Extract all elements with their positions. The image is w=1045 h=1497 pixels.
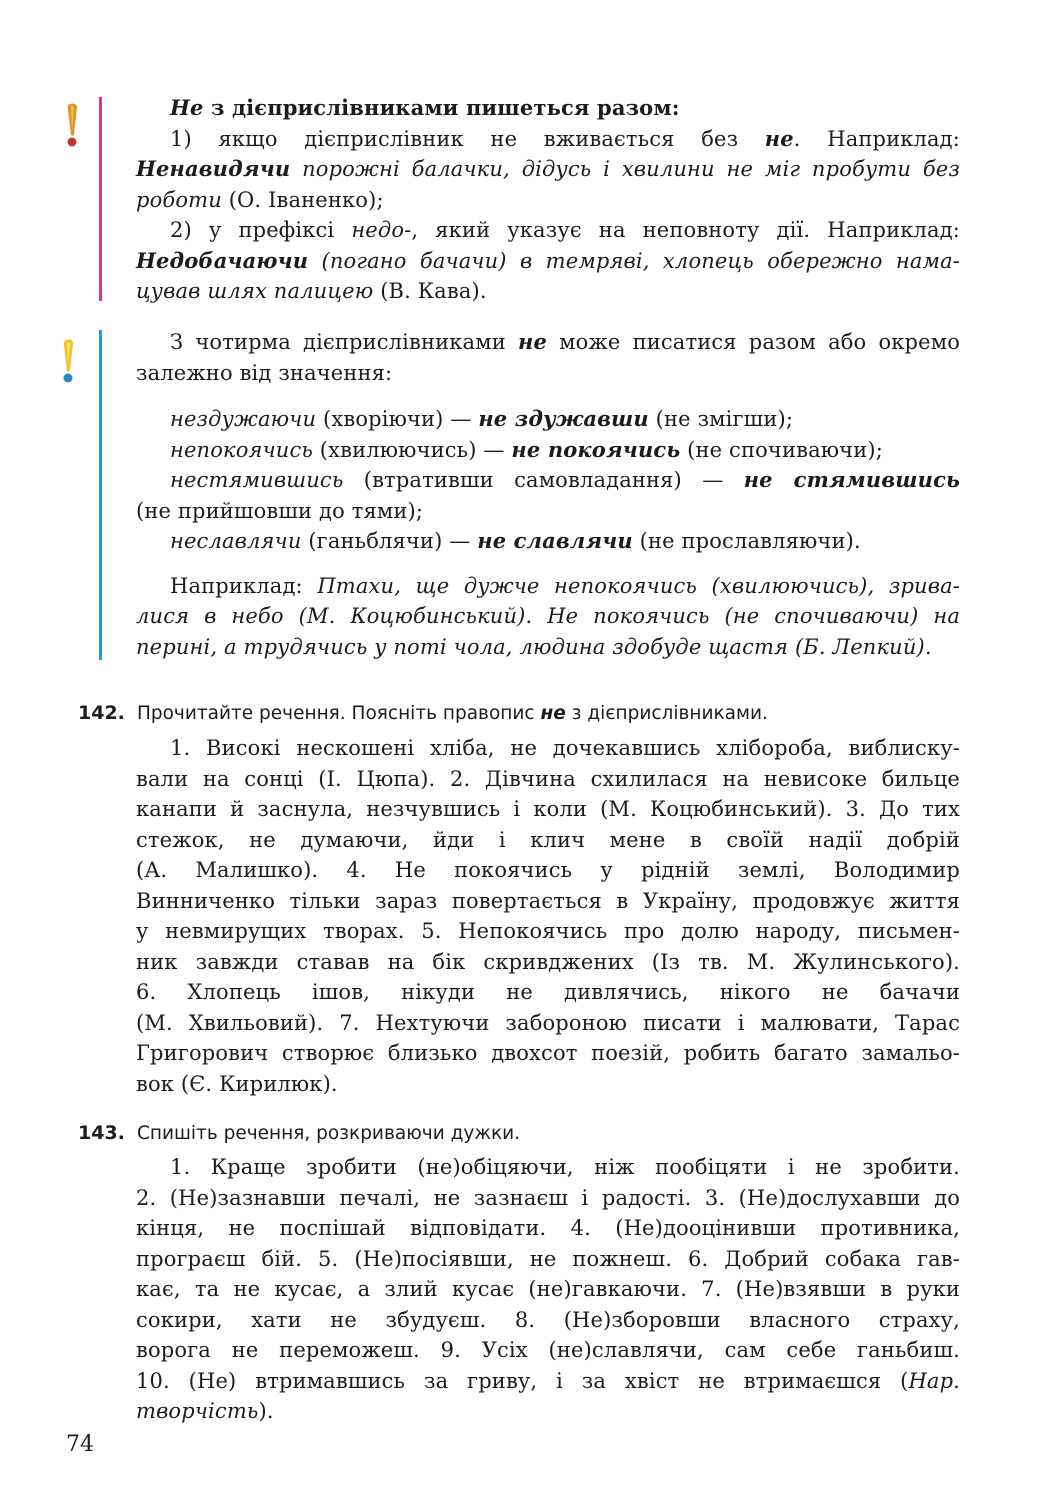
text-line: 10. (Не) втримавшись за гриву, і за хвіст не втримаєшся (Нар.: [136, 1368, 961, 1393]
exercise-task: Спишіть речення, розкриваючи дужки.: [136, 1123, 521, 1144]
exclamation-icon: [62, 102, 84, 150]
rule2-intro: З чотирма дієприслівниками не може писатися разом або окремо: [170, 329, 960, 354]
text-line: вок (Є. Кирилюк).: [136, 1071, 338, 1096]
rule2-pair: непокоячись (хвилюючись) — не покоячись (не спочиваючи);: [170, 436, 883, 462]
rule1-title: [136, 93, 960, 124]
text-line: канапи й заснула, незчувшись і коли (М. Коцюбинський). 3. До тих: [136, 797, 960, 821]
text-line: (М. Хвильовий). 7. Нехтуючи забороною писати і малювати, Тарас: [136, 1010, 960, 1035]
text-line: 2. (Не)зазнавши печалі, не зазнаєш і радості. 3. (Не)дослухавши до: [136, 1185, 960, 1210]
rule1-point2-example: Недобачаючи (погано бачачи) в темряві, хлопець обережно нама-: [136, 247, 960, 273]
rule2-bar: [99, 330, 102, 660]
exercise-number: 143.: [78, 1122, 125, 1144]
rule2-pair: нестямившись (втративши самовладання) — не стямившись: [170, 467, 961, 492]
exercise-task: Прочитайте речення. Поясніть правопис не з дієприслівниками.: [136, 703, 768, 724]
text-line: (А. Малишко). 4. Не покоячись у рідній землі, Володимир: [136, 858, 960, 882]
rule1-point1-example: Ненавидячи порожні балачки, дідусь і хвилини не міг пробути без: [136, 156, 960, 181]
text-line: 1. Високі нескошені хліба, не дочекавшись хлібороба, виблиску-: [170, 736, 960, 760]
text-line: сокири, хати не збудуєш. 8. (Не)зборовши власного страху,: [136, 1307, 960, 1332]
exercise-143-header: [78, 1120, 520, 1147]
text-line: у невмирущих творах. 5. Непокоячись про долю народу, письмен-: [136, 919, 960, 943]
text-line: 1. Краще зробити (не)обіцяючи, ніж пообіцяти і не зробити.: [170, 1155, 960, 1179]
page-number: 74: [66, 1432, 94, 1457]
exercise-142-header: [78, 700, 768, 727]
rule2-box: [136, 327, 960, 662]
rule1-point2: 2) у префіксі недо-, який указує на неповноту дії. Наприклад:: [170, 218, 960, 242]
rule1-title-ne: Не: [170, 95, 204, 120]
rule2-example: Наприклад: Птахи, ще дужче непокоячись (хвилюючись), зрива-: [170, 573, 960, 598]
text-line: вали на сонці (І. Цюпа). 2. Дівчина схилилася на невисоке бильце: [136, 766, 960, 791]
rule1-point2-example-end: цував шлях палицею (В. Кава).: [136, 279, 487, 303]
text-line: 6. Хлопець ішов, нікуди не дивлячись, нікого не бачачи: [136, 980, 960, 1004]
rule1-box: [136, 93, 960, 307]
exercise-143-text: [136, 1152, 960, 1427]
rule2-example: перині, а трудячись у поті чола, людина здобуде щастя (Б. Лепкий).: [136, 634, 932, 659]
rule2-example: лися в небо (М. Коцюбинський). Не покоячись (не спочиваючи) на: [136, 604, 961, 628]
exercise-number: 142.: [78, 702, 125, 724]
rule2-pair: неславлячи (ганьблячи) — не славлячи (не прославляючи).: [170, 528, 861, 553]
rule1-point1: 1) якщо дієприслівник не вживається без не. Наприклад:: [170, 125, 960, 151]
rule1-point1-example-end: роботи (О. Іваненко);: [136, 187, 384, 212]
exercise-142-text: [136, 733, 960, 1099]
text-line: творчість).: [136, 1399, 274, 1423]
text-line: програєш бій. 5. (Не)посіявши, не пожнеш. 6. Добрий собака гав-: [136, 1246, 960, 1271]
rule1-title-rest: з дієприслівниками пишеться разом:: [203, 95, 680, 120]
exclamation-icon: [58, 338, 80, 386]
rule2-pair: нездужаючи (хворіючи) — не здужавши (не змігши);: [170, 406, 794, 431]
rule2-intro-end: залежно від значення:: [136, 360, 393, 385]
text-line: кає, та не кусає, а злий кусає (не)гавкаючи. 7. (Не)взявши в руки: [136, 1277, 960, 1301]
text-line: ник завжди ставав на бік скривджених (Із тв. М. Жулинського).: [136, 949, 960, 974]
text-line: Винниченко тільки зараз повертається в Україну, продовжує життя: [136, 888, 960, 913]
text-line: Григорович створює близько двохсот поезій, робить багато замальо-: [136, 1041, 960, 1065]
text-line: кінця, не поспішай відповідати. 4. (Не)дооцінивши противника,: [136, 1216, 960, 1240]
text-line: ворога не переможеш. 9. Усіх (не)славлячи, сам себе ганьбиш.: [136, 1338, 960, 1362]
text-line: стежок, не думаючи, йди і клич мене в своїй надії добрій: [136, 827, 960, 852]
rule2-pair-cont: (не прийшовши до тями);: [136, 498, 424, 523]
rule1-bar: [99, 97, 102, 301]
